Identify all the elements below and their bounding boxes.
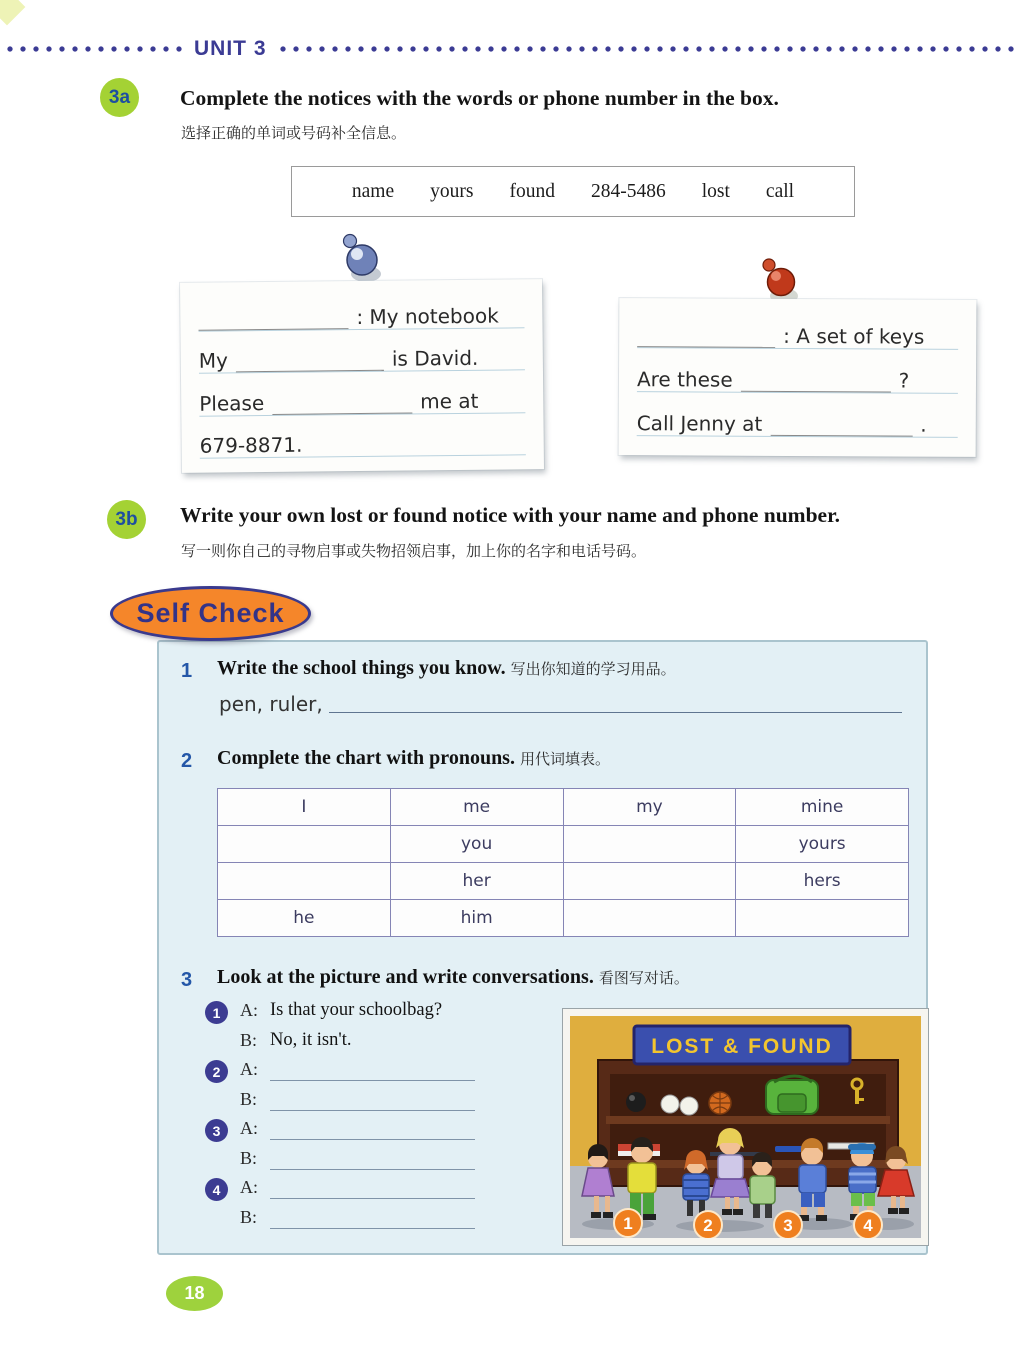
fill-blank (198, 315, 348, 331)
notice-line (199, 370, 525, 416)
fill-blank (329, 712, 902, 713)
conversation-number-badge: 2 (205, 1060, 228, 1083)
section-3a-title: Complete the notices with the words or phone number in the box. (180, 86, 779, 110)
fill-blank (236, 357, 384, 373)
lost-and-found-scene (570, 1016, 921, 1238)
table-cell (563, 863, 736, 900)
item-2-title-zh: 用代词填表。 (519, 750, 610, 768)
page-number-badge: 18 (166, 1276, 223, 1311)
table-cell (563, 826, 736, 863)
table-cell: my (563, 789, 736, 826)
lost-and-found-sign: LOST & FOUND (651, 1035, 833, 1058)
conversation-2-a (205, 1059, 561, 1089)
dotted-rule-left (6, 45, 184, 53)
notice-text: Are these (636, 367, 733, 392)
table-cell (218, 863, 391, 900)
unit-title: UNIT 3 (194, 37, 267, 60)
word-bank-box (291, 166, 855, 217)
table-cell: mine (736, 789, 909, 826)
item-1-answer-line (219, 692, 902, 716)
notice-line (198, 285, 524, 331)
table-cell: me (390, 789, 563, 826)
notice-card-lost-notebook (180, 279, 544, 473)
picture-badge-2 (694, 1211, 722, 1238)
notice-line (637, 304, 958, 350)
notice-text: : My notebook (356, 303, 499, 329)
word-option: call (765, 180, 795, 202)
item-3-title (217, 966, 689, 989)
table-cell: hers (736, 863, 909, 900)
item-2-title-en: Complete the chart with pronouns. (217, 747, 515, 769)
table-cell: yours (736, 826, 909, 863)
notice-text: : A set of keys (783, 323, 925, 349)
conversation-3-a (205, 1118, 561, 1148)
self-check-badge: Self Check (110, 586, 311, 641)
speaker-b-label: B: (240, 1088, 258, 1109)
conversation-1-a (205, 1000, 561, 1030)
notice-text: ? (898, 368, 910, 393)
notice-line (637, 392, 958, 438)
speaker-a-label: A: (240, 1059, 258, 1079)
pronoun-chart (217, 788, 909, 937)
word-option: 284-5486 (590, 180, 666, 202)
notice-text: Please (199, 390, 265, 416)
picture-badge-1 (614, 1209, 642, 1237)
section-3a-subtitle-zh: 选择正确的单词或号码补全信息。 (181, 124, 407, 142)
item-3-title-en: Look at the picture and write conversations. (217, 966, 594, 988)
pushpin-blue-icon (330, 230, 390, 288)
lost-and-found-picture (562, 1008, 929, 1246)
section-3b-title: Write your own lost or found notice with your name and phone number. (180, 503, 841, 527)
svg-text:4: 4 (863, 1216, 873, 1235)
fill-blank (270, 1183, 475, 1199)
conversation-4-a (205, 1177, 561, 1207)
conversation-list (205, 1000, 561, 1236)
fill-blank (637, 333, 775, 348)
word-option: yours (430, 180, 474, 202)
fill-blank (270, 1154, 475, 1170)
table-cell: him (390, 900, 563, 937)
notice-line (637, 348, 958, 394)
table-cell: her (390, 863, 563, 900)
conversation-number-badge: 3 (205, 1119, 228, 1142)
speaker-a-label: A: (240, 1177, 258, 1197)
speaker-b-label: B: (240, 1029, 258, 1050)
conversation-1-b (205, 1030, 561, 1060)
item-3-title-zh: 看图写对话。 (598, 969, 689, 987)
fill-blank (741, 378, 891, 393)
section-3a-badge: 3a (100, 78, 139, 117)
notice-text: My (198, 348, 229, 373)
conversation-number-badge: 1 (205, 1001, 228, 1024)
scan-corner-artifact (0, 0, 25, 25)
speaker-b-label: B: (240, 1147, 258, 1168)
picture-badge-3 (774, 1211, 802, 1238)
table-cell (563, 900, 736, 937)
table-row (218, 826, 909, 863)
table-cell: he (218, 900, 391, 937)
table-row (218, 863, 909, 900)
notice-card-found-keys (619, 298, 977, 457)
fill-blank (270, 1213, 475, 1229)
word-option: name (351, 180, 395, 202)
item-2-title (217, 747, 610, 770)
item-1-answer-start: pen, ruler, (219, 692, 323, 716)
conversation-text: No, it isn't. (270, 1029, 352, 1050)
unit-header (0, 38, 1024, 60)
notice-text: me at (420, 388, 479, 413)
picture-badge-4 (854, 1211, 882, 1238)
conversation-number-badge: 4 (205, 1178, 228, 1201)
table-cell (218, 826, 391, 863)
fill-blank (270, 1124, 475, 1140)
svg-text:3: 3 (783, 1216, 793, 1235)
fill-blank (770, 422, 912, 437)
section-3b-subtitle-zh: 写一则你自己的寻物启事或失物招领启事，加上你的名字和电话号码。 (181, 542, 647, 560)
conversation-3-b (205, 1148, 561, 1178)
svg-text:1: 1 (623, 1214, 633, 1233)
item-3-number: 3 (181, 969, 193, 991)
table-row (218, 900, 909, 937)
conversation-text: Is that your schoolbag? (270, 1000, 443, 1020)
self-check-panel (157, 640, 928, 1255)
svg-text:2: 2 (703, 1216, 713, 1235)
item-1-title-zh: 写出你知道的学习用品。 (510, 660, 676, 678)
section-3b-badge: 3b (107, 500, 146, 539)
notice-line (199, 413, 525, 459)
notice-text: 679-8871. (199, 432, 303, 458)
conversation-2-b (205, 1089, 561, 1119)
dotted-rule-right (279, 45, 1018, 53)
fill-blank (270, 1095, 475, 1111)
table-cell (736, 900, 909, 937)
item-1-title-en: Write the school things you know. (217, 657, 506, 679)
fill-blank (270, 1065, 475, 1081)
speaker-a-label: A: (240, 1118, 258, 1138)
notice-text: is David. (391, 345, 479, 371)
item-1-number: 1 (181, 660, 193, 682)
table-cell: you (390, 826, 563, 863)
notice-text: Call Jenny at (636, 411, 763, 436)
table-row (218, 789, 909, 826)
notice-text: . (920, 412, 927, 437)
speaker-a-label: A: (240, 1000, 258, 1020)
word-option: lost (701, 180, 730, 202)
notice-line (199, 328, 525, 374)
fill-blank (272, 399, 412, 414)
table-cell: I (218, 789, 391, 826)
conversation-4-b (205, 1207, 561, 1237)
word-option: found (509, 180, 555, 202)
item-1-title (217, 657, 676, 680)
item-2-number: 2 (181, 750, 193, 772)
speaker-b-label: B: (240, 1206, 258, 1227)
